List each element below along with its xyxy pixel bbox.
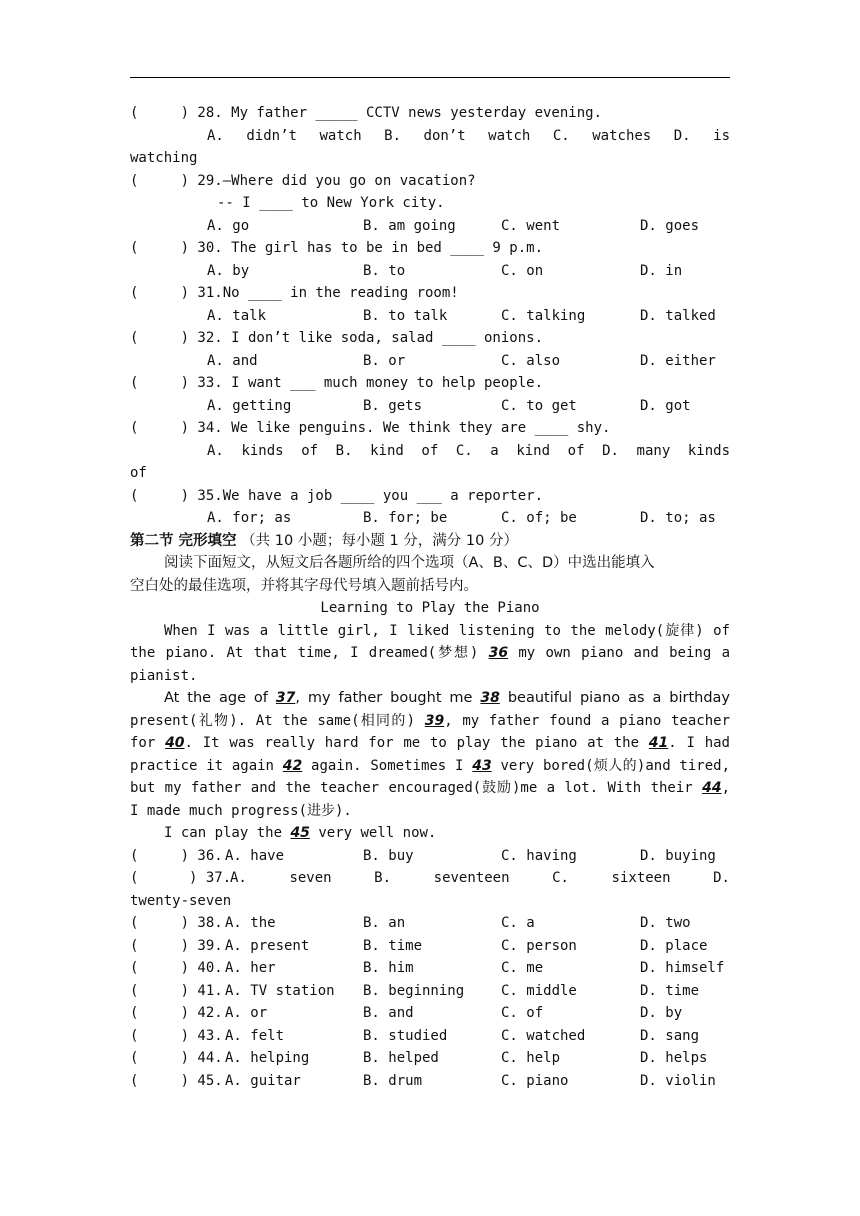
passage-line [130, 642, 730, 665]
question-31: ( ) 31.No ____ in the reading room! [130, 285, 459, 301]
question-34-options-wrap: of [130, 465, 147, 481]
question-34: ( ) 34. We like penguins. We think they are ____ shy. [130, 420, 611, 436]
question-32-options [130, 350, 730, 373]
passage-title: Learning to Play the Piano [320, 600, 540, 616]
option-a: A. helping [225, 1050, 310, 1066]
option-b: B. gets [363, 397, 423, 414]
cloze-38 [130, 912, 730, 935]
cloze-39 [130, 935, 730, 958]
option-c: C. watched [501, 1027, 586, 1044]
passage-text: very bored(烦人的)and tired, [491, 757, 730, 774]
question-number: ( ) 36. [130, 847, 223, 864]
passage-line: When I was a little girl, I liked listening to the melody(旋律) of [164, 622, 730, 639]
option-a: A. and [207, 352, 258, 369]
question-28-options-wrap: watching [130, 150, 198, 166]
passage-text: my own piano and being a [508, 645, 730, 661]
option-b: B. buy [363, 847, 414, 864]
blank-45: 45 [290, 825, 310, 841]
option-d: D. by [640, 1005, 683, 1021]
passage-text: the piano. At that time, I dreamed(梦想) [130, 645, 489, 661]
option-d: D. to; as [640, 510, 716, 526]
option-c: C. of; be [501, 510, 577, 526]
question-28: ( ) 28. My father _____ CCTV news yesterday evening. [130, 105, 603, 121]
question-33-options [130, 395, 730, 418]
option-d: D. sang [640, 1027, 700, 1044]
passage-line: pianist. [130, 667, 198, 684]
option-a: A. by [207, 262, 250, 279]
cloze-37-options: A. seven B. seventeen C. sixteen D. [230, 870, 730, 886]
option-b: B. am going [363, 217, 456, 234]
option-c: C. on [501, 262, 544, 279]
question-30: ( ) 30. The girl has to be in bed ____ 9 p.m. [130, 240, 544, 256]
option-b: B. beginning [363, 982, 465, 999]
passage-text: , my father found a piano teacher [444, 712, 730, 729]
option-b: B. for; be [363, 510, 448, 526]
passage-text: beautiful piano as a birthday [499, 690, 730, 706]
section-instruction-line1: 阅读下面短文，从短文后各题所给的四个选项（A、B、C、D）中选出能填入 [164, 555, 655, 571]
question-33: ( ) 33. I want ___ much money to help people. [130, 375, 544, 391]
question-number: ( ) 37. [130, 870, 232, 886]
question-30-options [130, 260, 730, 283]
option-b: B. helped [363, 1050, 439, 1066]
question-number: ( ) 40. [130, 960, 223, 976]
question-number: ( ) 42. [130, 1005, 223, 1021]
option-c: C. person [501, 937, 577, 954]
option-a: A. present [225, 937, 310, 954]
passage-text: again. Sometimes I [302, 757, 473, 774]
question-number: ( ) 43. [130, 1027, 223, 1044]
passage-text: for [130, 735, 166, 751]
section-title: 第二节 完形填空 [130, 532, 237, 549]
cloze-37-options-wrap: twenty-seven [130, 892, 232, 909]
question-number: ( ) 39. [130, 937, 223, 954]
blank-41: 41 [648, 735, 669, 751]
cloze-42 [130, 1002, 730, 1025]
option-a: A. go [207, 217, 250, 234]
option-b: B. and [363, 1005, 414, 1021]
option-b: B. time [363, 937, 423, 954]
cloze-36 [130, 845, 730, 868]
header-rule [130, 77, 730, 78]
blank-38: 38 [480, 690, 500, 706]
option-b: B. an [363, 915, 406, 931]
option-b: B. to [363, 262, 406, 279]
passage-line [130, 710, 730, 733]
passage-line: I made much progress(进步). [130, 802, 352, 819]
option-d: D. time [640, 982, 700, 999]
option-b: B. studied [363, 1027, 448, 1044]
option-d: D. talked [640, 307, 716, 324]
option-a: A. her [225, 960, 276, 976]
question-number: ( ) 41. [130, 982, 223, 999]
question-35: ( ) 35.We have a job ____ you ___ a reporter. [130, 487, 544, 504]
question-31-options [130, 305, 730, 328]
option-a: A. or [225, 1005, 268, 1021]
question-29-reply: -- I ____ to New York city. [217, 195, 445, 211]
passage-text: practice it again [130, 757, 283, 774]
option-d: D. himself [640, 960, 725, 976]
section-instruction-line2: 空白处的最佳选项，并将其字母代号填入题前括号内。 [130, 577, 478, 594]
passage-line [130, 777, 730, 800]
question-number: ( ) 44. [130, 1050, 223, 1066]
passage-text: At the age of [164, 690, 276, 706]
cloze-44 [130, 1047, 730, 1070]
option-a: A. getting [207, 397, 292, 414]
option-a: A. the [225, 915, 276, 931]
option-c: C. also [501, 352, 561, 369]
option-d: D. either [640, 352, 716, 369]
blank-39: 39 [424, 712, 445, 729]
question-35-options [130, 507, 730, 530]
option-a: A. TV station [225, 982, 335, 999]
option-d: D. got [640, 397, 691, 414]
option-b: B. or [363, 352, 406, 369]
option-c: C. went [501, 217, 561, 234]
passage-text: . I had [668, 735, 730, 751]
option-a: A. for; as [207, 510, 292, 526]
option-c: C. help [501, 1050, 561, 1066]
cloze-40 [130, 957, 730, 980]
option-d: D. in [640, 262, 683, 279]
option-d: D. helps [640, 1050, 708, 1066]
option-c: C. a [501, 915, 535, 931]
option-d: D. two [640, 915, 691, 931]
option-a: A. felt [225, 1027, 285, 1044]
passage-text: very well now. [309, 825, 437, 841]
option-a: A. have [225, 847, 285, 864]
option-c: C. having [501, 847, 577, 864]
option-c: C. to get [501, 397, 577, 414]
cloze-37 [130, 867, 730, 890]
option-b: B. to talk [363, 307, 448, 324]
option-b: B. him [363, 960, 414, 976]
option-c: C. of [501, 1005, 544, 1021]
passage-text: but my father and the teacher encouraged(鼓励)me a lot. With their [130, 780, 703, 796]
option-c: C. middle [501, 982, 577, 999]
question-28-options: A. didn’t watch B. don’t watch C. watches D. is [207, 127, 730, 144]
passage-text: present(礼物). At the same(相同的) [130, 712, 425, 729]
option-a: A. guitar [225, 1072, 301, 1089]
blank-40: 40 [165, 735, 185, 751]
option-c: C. talking [501, 307, 586, 324]
blank-44: 44 [702, 780, 722, 796]
option-d: D. place [640, 937, 708, 954]
option-d: D. buying [640, 847, 716, 864]
option-b: B. drum [363, 1072, 423, 1089]
question-number: ( ) 38. [130, 915, 223, 931]
passage-line [130, 822, 730, 845]
passage-line [130, 687, 730, 710]
option-c: C. me [501, 960, 544, 976]
blank-37: 37 [275, 690, 296, 706]
blank-36: 36 [488, 645, 509, 661]
question-29: ( ) 29.—Where did you go on vacation? [130, 172, 476, 189]
question-32: ( ) 32. I don’t like soda, salad ____ onions. [130, 330, 544, 346]
question-34-options: A. kinds of B. kind of C. a kind of D. many kinds [207, 442, 730, 459]
blank-42: 42 [282, 757, 303, 774]
cloze-45 [130, 1070, 730, 1093]
blank-43: 43 [472, 757, 492, 774]
passage-text: . It was really hard for me to play the piano at the [184, 735, 649, 751]
passage-line [130, 732, 730, 755]
section-score: （共 10 小题；每小题 1 分，满分 10 分） [241, 532, 518, 549]
cloze-41 [130, 980, 730, 1003]
section-heading [130, 530, 730, 553]
option-d: D. violin [640, 1072, 716, 1089]
question-number: ( ) 45. [130, 1072, 223, 1089]
exam-content [130, 102, 730, 1092]
cloze-43 [130, 1025, 730, 1048]
passage-line [130, 755, 730, 778]
passage-text: , my father bought me [295, 690, 481, 706]
option-c: C. piano [501, 1072, 569, 1089]
passage-text: I can play the [164, 825, 291, 841]
option-d: D. goes [640, 217, 700, 234]
passage-text: , [721, 780, 730, 796]
option-a: A. talk [207, 307, 267, 324]
question-29-options [130, 215, 730, 238]
